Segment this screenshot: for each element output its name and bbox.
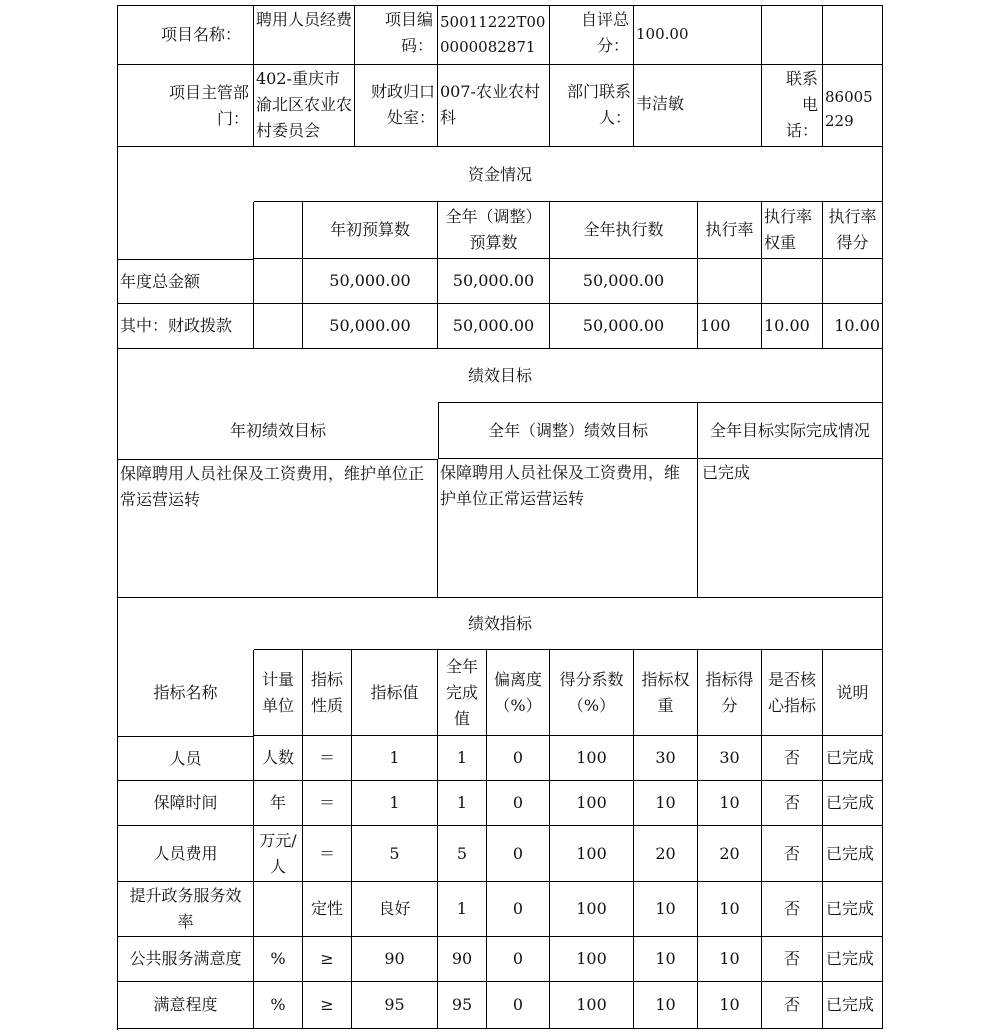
- ind-core: 否: [762, 937, 823, 982]
- funds-section-title: 资金情况: [118, 147, 883, 202]
- project-code-label: 项目编码：: [355, 6, 438, 65]
- ind-name: 保障时间: [118, 781, 254, 826]
- funds-executed-value: 50,000.00: [550, 259, 698, 304]
- ind-col-completed: 全年完成值: [438, 649, 487, 736]
- empty-cell: [823, 6, 883, 65]
- ind-note: 已完成: [823, 937, 883, 982]
- phone-value: 86005229: [823, 65, 883, 147]
- ind-core: 否: [762, 882, 823, 937]
- ind-unit: 年: [254, 781, 303, 826]
- empty-cell: [254, 259, 303, 304]
- ind-weight: 10: [634, 982, 698, 1029]
- ind-unit: 人数: [254, 736, 303, 781]
- ind-deviation: 0: [487, 736, 550, 781]
- ind-nature: ≥: [303, 937, 352, 982]
- phone-label: 联系电话：: [762, 65, 823, 147]
- ind-weight: 30: [634, 736, 698, 781]
- contact-label: 部门联系人：: [550, 65, 634, 147]
- ind-unit: [254, 882, 303, 937]
- ind-completed: 1: [438, 882, 487, 937]
- funds-score-value: [823, 259, 883, 304]
- ind-coefficient: 100: [550, 781, 634, 826]
- ind-target: 95: [352, 982, 438, 1029]
- ind-target: 5: [352, 826, 438, 882]
- ind-coefficient: 100: [550, 826, 634, 882]
- ind-name: 提升政务服务效率: [118, 882, 254, 937]
- ind-note: 已完成: [823, 781, 883, 826]
- ind-core: 否: [762, 982, 823, 1029]
- ind-deviation: 0: [487, 982, 550, 1029]
- empty-cell: [118, 202, 254, 259]
- ind-unit: %: [254, 982, 303, 1029]
- ind-nature: ＝: [303, 781, 352, 826]
- ind-unit: %: [254, 937, 303, 982]
- ind-col-core: 是否核心指标: [762, 649, 823, 736]
- ind-coefficient: 100: [550, 937, 634, 982]
- ind-core: 否: [762, 736, 823, 781]
- funds-weight-value: [762, 259, 823, 304]
- ind-name: 人员费用: [118, 826, 254, 882]
- ind-score: 10: [698, 882, 762, 937]
- funds-rate-value: 100: [698, 304, 762, 349]
- ind-note: 已完成: [823, 826, 883, 882]
- goals-initial-text: 保障聘用人员社保及工资费用，维护单位正常运营运转: [118, 459, 438, 598]
- funds-col-rate: 执行率: [698, 201, 762, 259]
- funds-initial-value: 50,000.00: [303, 304, 438, 349]
- ind-col-deviation: 偏离度（%）: [487, 649, 550, 736]
- goals-col-actual: 全年目标实际完成情况: [698, 402, 883, 459]
- ind-coefficient: 100: [550, 736, 634, 781]
- ind-target: 1: [352, 781, 438, 826]
- ind-weight: 10: [634, 937, 698, 982]
- funds-rate-value: [698, 259, 762, 304]
- ind-col-weight: 指标权重: [634, 649, 698, 736]
- ind-coefficient: 100: [550, 982, 634, 1029]
- ind-weight: 20: [634, 826, 698, 882]
- ind-weight: 10: [634, 882, 698, 937]
- ind-note: 已完成: [823, 736, 883, 781]
- ind-target: 良好: [352, 882, 438, 937]
- ind-deviation: 0: [487, 826, 550, 882]
- dept-label: 项目主管部门：: [118, 65, 254, 147]
- ind-nature: 定性: [303, 882, 352, 937]
- ind-deviation: 0: [487, 882, 550, 937]
- ind-col-name: 指标名称: [118, 650, 254, 736]
- ind-nature: ＝: [303, 736, 352, 781]
- funds-col-executed: 全年执行数: [550, 201, 698, 259]
- ind-col-coefficient: 得分系数（%）: [550, 649, 634, 736]
- ind-note: 已完成: [823, 982, 883, 1029]
- goals-actual-text: 已完成: [698, 459, 883, 598]
- funds-executed-value: 50,000.00: [550, 304, 698, 349]
- finance-value: 007-农业农村科: [438, 65, 550, 147]
- ind-target: 90: [352, 937, 438, 982]
- performance-evaluation-table: [117, 5, 883, 1030]
- ind-col-target: 指标值: [352, 649, 438, 736]
- empty-cell: [254, 201, 303, 259]
- ind-col-score: 指标得分: [698, 649, 762, 736]
- finance-label: 财政归口处室：: [355, 65, 438, 147]
- ind-name: 人员: [118, 736, 254, 781]
- ind-score: 10: [698, 982, 762, 1029]
- funds-score-value: 10.00: [823, 304, 883, 349]
- ind-target: 1: [352, 736, 438, 781]
- ind-score: 10: [698, 937, 762, 982]
- empty-cell: [762, 6, 823, 65]
- indicators-section-title: 绩效指标: [118, 598, 883, 650]
- ind-deviation: 0: [487, 937, 550, 982]
- ind-name: 满意程度: [118, 982, 254, 1029]
- funds-weight-value: 10.00: [762, 304, 823, 349]
- funds-col-weight: 执行率权重: [762, 201, 823, 259]
- ind-score: 10: [698, 781, 762, 826]
- project-code-value: 50011222T000000082871: [438, 6, 550, 65]
- self-score-value: 100.00: [634, 6, 762, 65]
- contact-value: 韦洁敏: [634, 65, 762, 147]
- ind-completed: 1: [438, 736, 487, 781]
- goals-section-title: 绩效目标: [118, 349, 883, 403]
- goals-col-adjusted: 全年（调整）绩效目标: [438, 402, 698, 459]
- ind-core: 否: [762, 826, 823, 882]
- funds-row-label: 年度总金额: [118, 259, 254, 304]
- ind-col-unit: 计量单位: [254, 649, 303, 736]
- dept-value: 402-重庆市渝北区农业农村委员会: [254, 65, 355, 147]
- funds-adjusted-value: 50,000.00: [438, 259, 550, 304]
- ind-coefficient: 100: [550, 882, 634, 937]
- funds-initial-value: 50,000.00: [303, 259, 438, 304]
- ind-completed: 1: [438, 781, 487, 826]
- ind-score: 30: [698, 736, 762, 781]
- funds-col-initial: 年初预算数: [303, 201, 438, 259]
- funds-col-score: 执行率得分: [823, 201, 883, 259]
- ind-score: 20: [698, 826, 762, 882]
- funds-col-adjusted: 全年（调整）预算数: [438, 201, 550, 259]
- funds-adjusted-value: 50,000.00: [438, 304, 550, 349]
- self-score-label: 自评总分：: [550, 6, 634, 65]
- funds-row-label: 其中：财政拨款: [118, 304, 254, 349]
- ind-completed: 90: [438, 937, 487, 982]
- ind-nature: ＝: [303, 826, 352, 882]
- ind-completed: 95: [438, 982, 487, 1029]
- ind-unit: 万元/人: [254, 826, 303, 882]
- ind-completed: 5: [438, 826, 487, 882]
- project-name-value: 聘用人员经费: [254, 6, 355, 65]
- ind-core: 否: [762, 781, 823, 826]
- ind-col-note: 说明: [823, 649, 883, 736]
- ind-deviation: 0: [487, 781, 550, 826]
- project-name-label: 项目名称：: [118, 6, 254, 65]
- ind-name: 公共服务满意度: [118, 937, 254, 982]
- goals-adjusted-text: 保障聘用人员社保及工资费用，维护单位正常运营运转: [438, 459, 698, 598]
- goals-col-initial: 年初绩效目标: [229, 421, 326, 440]
- ind-nature: ≥: [303, 982, 352, 1029]
- ind-col-nature: 指标性质: [303, 649, 352, 736]
- ind-note: 已完成: [823, 882, 883, 937]
- empty-cell: [254, 304, 303, 349]
- ind-weight: 10: [634, 781, 698, 826]
